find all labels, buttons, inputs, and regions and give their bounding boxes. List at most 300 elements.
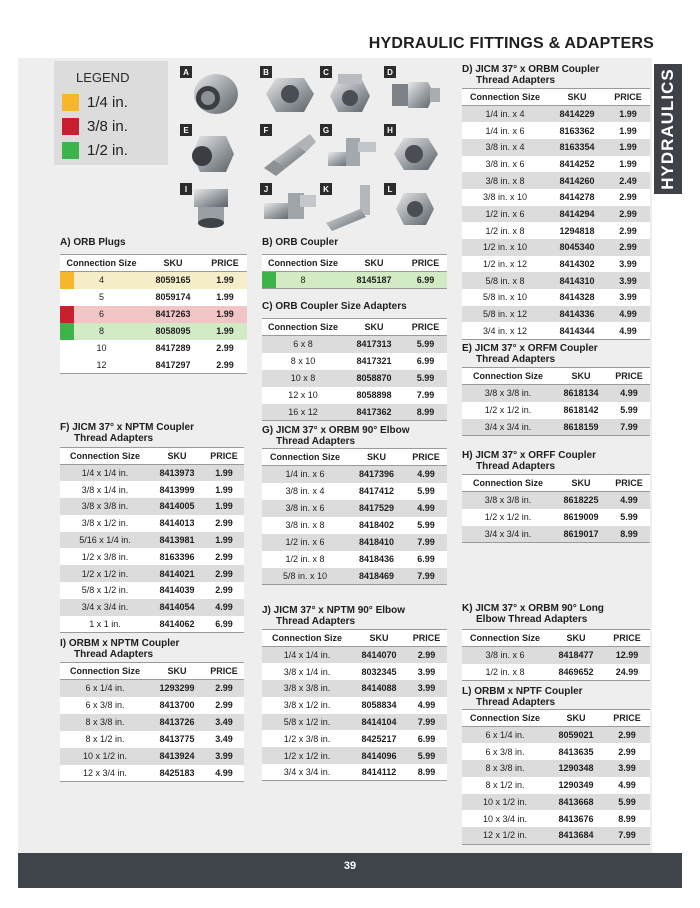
sku-cell: 8417396: [348, 466, 405, 483]
size-cell: 5/8 in. x 10: [262, 568, 348, 585]
row-swatch-red: [60, 306, 74, 323]
sku-cell: 8418410: [348, 534, 405, 551]
size-cell: 1/2 in. x 6: [262, 534, 348, 551]
col-header-connection: Connection Size: [262, 255, 344, 272]
table-row: [462, 139, 650, 156]
price-cell: 2.99: [204, 582, 244, 599]
price-cell: 4.99: [608, 385, 650, 402]
photo-tag-d: D: [384, 66, 396, 78]
size-cell: 12: [60, 357, 143, 374]
col-header-price: PRICE: [405, 449, 447, 466]
table-row: [262, 272, 447, 289]
sku-cell: 8414104: [352, 714, 406, 731]
size-cell: 1/2 in. x 8: [262, 551, 348, 568]
size-cell: 3/8 in. x 8: [262, 517, 348, 534]
table-row: [262, 680, 447, 697]
price-cell: 6.99: [204, 616, 244, 633]
table-orbm-nptm-coupler: [60, 662, 244, 782]
size-cell: 10 x 8: [262, 370, 344, 387]
product-photo-f: [260, 124, 320, 182]
col-header-sku: SKU: [344, 319, 404, 336]
col-header-price: PRICE: [606, 89, 650, 106]
table-row: [462, 402, 650, 419]
product-photo-e: [180, 124, 246, 182]
size-cell: 3/4 x 3/4 in.: [60, 599, 150, 616]
sku-cell: 8413981: [150, 532, 204, 549]
col-header-sku: SKU: [554, 475, 608, 492]
table-row: [262, 466, 447, 483]
size-cell: 3/8 x 3/8 in.: [262, 680, 352, 697]
photo-tag-h: H: [384, 124, 396, 136]
table-row: [60, 498, 244, 515]
sku-cell: 8414252: [548, 156, 606, 173]
price-cell: 8.99: [604, 810, 650, 827]
table-row: [60, 465, 244, 482]
section-title-line: F) JICM 37° x NPTM Coupler: [60, 422, 195, 433]
sku-cell: 8417412: [348, 483, 405, 500]
size-cell: 1/2 in. x 8: [462, 664, 548, 681]
price-cell: 7.99: [405, 568, 447, 585]
table-row: [262, 647, 447, 664]
section-title-line: K) JICM 37° x ORBM 90° Long: [462, 603, 604, 614]
table-orb-plugs: [60, 254, 247, 374]
section-title-h: [462, 450, 596, 472]
section-title-line: Thread Adapters: [476, 697, 556, 708]
price-cell: 1.99: [606, 106, 650, 123]
price-cell: 1.99: [203, 289, 247, 306]
col-header-connection: Connection Size: [462, 475, 554, 492]
col-header-price: PRICE: [406, 630, 447, 647]
sku-cell: 1293299: [150, 680, 204, 697]
size-cell: 12 x 10: [262, 387, 344, 404]
table-row: [60, 532, 244, 549]
sku-cell: 8414260: [548, 172, 606, 189]
size-cell: 5: [60, 289, 143, 306]
sku-cell: 8413635: [548, 743, 604, 760]
size-cell: 8 x 1/2 in.: [60, 731, 150, 748]
size-cell: 3/4 in. x 12: [462, 322, 548, 339]
col-header-connection: Connection Size: [462, 710, 548, 727]
size-value: 8: [98, 326, 104, 336]
size-cell: 10 x 1/2 in.: [60, 748, 150, 765]
size-cell: 6 x 1/4 in.: [462, 727, 548, 744]
section-title-line: H) JICM 37° x ORFF Coupler: [462, 450, 597, 461]
photo-tag-b: B: [260, 66, 272, 78]
price-cell: 1.99: [203, 306, 247, 323]
table-row: [60, 765, 244, 782]
table-row: [462, 289, 650, 306]
table-row: [462, 664, 650, 681]
size-cell: [60, 306, 143, 323]
col-header-connection: Connection Size: [262, 449, 348, 466]
col-header-price: PRICE: [608, 475, 650, 492]
size-cell: 12 x 3/4 in.: [60, 765, 150, 782]
col-header-connection: Connection Size: [60, 448, 150, 465]
section-title-line: I) ORBM x NPTM Coupler: [60, 638, 180, 649]
photo-tag-j: J: [260, 183, 272, 195]
table-row: [262, 336, 447, 353]
price-cell: 3.49: [204, 714, 244, 731]
sku-cell: 1290349: [548, 777, 604, 794]
section-title-g: [262, 425, 409, 447]
section-title-line: L) ORBM x NPTF Coupler: [462, 686, 583, 697]
col-header-price: PRICE: [608, 368, 650, 385]
price-cell: 4.99: [604, 777, 650, 794]
sku-cell: 8414310: [548, 272, 606, 289]
price-cell: 3.99: [606, 289, 650, 306]
table-row: [462, 743, 650, 760]
table-row: [462, 172, 650, 189]
sku-cell: 8418477: [548, 647, 604, 664]
legend-label: 1/2 in.: [87, 141, 128, 159]
sku-cell: 8414039: [150, 582, 204, 599]
sku-cell: 8417321: [344, 353, 404, 370]
price-cell: 2.99: [606, 239, 650, 256]
price-cell: 2.99: [204, 697, 244, 714]
sku-cell: 8413668: [548, 794, 604, 811]
price-cell: 1.99: [204, 481, 244, 498]
sku-cell: 1294818: [548, 222, 606, 239]
product-photo-i: [180, 183, 246, 233]
price-cell: 1.99: [606, 122, 650, 139]
size-cell: 6 x 3/8 in.: [462, 743, 548, 760]
price-cell: 5.99: [404, 370, 447, 387]
size-cell: 1/2 x 1/2 in.: [462, 402, 554, 419]
section-title-j: [262, 605, 405, 627]
product-photo-h: [384, 124, 444, 182]
price-cell: 6.99: [404, 272, 447, 289]
size-cell: 8 x 1/2 in.: [462, 777, 548, 794]
section-title-k: [462, 603, 604, 625]
size-cell: 1/2 in. x 6: [462, 206, 548, 223]
price-cell: 5.99: [404, 336, 447, 353]
size-cell: [60, 272, 143, 289]
table-orbm-nptf-coupler: [462, 709, 650, 845]
size-cell: 3/8 x 1/2 in.: [60, 515, 150, 532]
photo-tag-k: K: [320, 183, 332, 195]
product-photo-c: [320, 66, 380, 122]
sku-cell: 8418402: [348, 517, 405, 534]
sku-cell: 8414229: [548, 106, 606, 123]
price-cell: 3.99: [606, 272, 650, 289]
price-cell: 4.99: [405, 500, 447, 517]
price-cell: 24.99: [604, 664, 650, 681]
sku-cell: 8058095: [143, 323, 203, 340]
size-cell: 3/8 x 1/2 in.: [262, 697, 352, 714]
photo-tag-g: G: [320, 124, 332, 136]
size-cell: 3/8 in. x 6: [462, 647, 548, 664]
table-row: [262, 697, 447, 714]
price-cell: 1.99: [204, 465, 244, 482]
price-cell: 4.99: [406, 697, 447, 714]
price-cell: 2.99: [406, 647, 447, 664]
sku-cell: 8425217: [352, 730, 406, 747]
product-photo-b: [260, 66, 320, 122]
sku-cell: 8414278: [548, 189, 606, 206]
product-photo-g: [320, 124, 380, 182]
table-jicm-nptm-coupler: [60, 447, 244, 633]
size-cell: 3/8 x 3/8 in.: [462, 385, 554, 402]
table-row: [60, 714, 244, 731]
price-cell: 3.99: [606, 256, 650, 273]
table-row: [462, 322, 650, 339]
table-row: [262, 483, 447, 500]
table-row: [462, 647, 650, 664]
section-title-line: E) JICM 37° x ORFM Coupler: [462, 343, 598, 354]
table-row: [462, 385, 650, 402]
size-cell: 3/8 x 3/8 in.: [462, 492, 554, 509]
sku-cell: 8163362: [548, 122, 606, 139]
size-cell: 3/4 x 3/4 in.: [462, 419, 554, 436]
product-photo-j: [260, 183, 320, 233]
photo-tag-f: F: [260, 124, 272, 136]
table-jicm-orff-coupler: [462, 474, 650, 543]
size-cell: 1/2 x 1/2 in.: [262, 747, 352, 764]
col-header-connection: Connection Size: [462, 89, 548, 106]
sku-cell: 8618134: [554, 385, 608, 402]
photo-tag-l: L: [384, 183, 396, 195]
size-cell: [60, 323, 143, 340]
table-row: [262, 764, 447, 781]
size-value: 4: [98, 275, 104, 286]
price-cell: 2.99: [606, 189, 650, 206]
sku-cell: 8469652: [548, 664, 604, 681]
price-cell: 4.99: [608, 492, 650, 509]
price-cell: 6.99: [405, 551, 447, 568]
table-row: [60, 697, 244, 714]
price-cell: 1.99: [204, 532, 244, 549]
sku-cell: 8413684: [548, 827, 604, 844]
sku-cell: 1290348: [548, 760, 604, 777]
price-cell: 5.99: [405, 517, 447, 534]
table-row: [462, 189, 650, 206]
section-title-line: Thread Adapters: [74, 649, 154, 660]
table-row: [462, 256, 650, 273]
size-cell: 1/4 in. x 4: [462, 106, 548, 123]
sku-cell: 8413973: [150, 465, 204, 482]
col-header-connection: Connection Size: [262, 630, 352, 647]
table-row: [462, 106, 650, 123]
table-row: [60, 565, 244, 582]
size-cell: 5/8 in. x 8: [462, 272, 548, 289]
table-row: [462, 794, 650, 811]
col-header-sku: SKU: [150, 448, 204, 465]
photo-tag-e: E: [180, 124, 192, 136]
table-row: [462, 306, 650, 323]
section-title-line: D) JICM 37° x ORBM Coupler: [462, 64, 600, 75]
size-cell: 1/4 x 1/4 in.: [262, 647, 352, 664]
size-cell: 3/4 x 3/4 in.: [262, 764, 352, 781]
price-cell: 5.99: [405, 483, 447, 500]
col-header-sku: SKU: [143, 255, 203, 272]
table-row: [60, 340, 247, 357]
size-cell: 1/4 in. x 6: [262, 466, 348, 483]
table-row: [60, 272, 247, 289]
sku-cell: 8414054: [150, 599, 204, 616]
col-header-sku: SKU: [548, 710, 604, 727]
price-cell: 5.99: [406, 747, 447, 764]
table-row: [462, 222, 650, 239]
table-row: [60, 481, 244, 498]
price-cell: 2.99: [204, 565, 244, 582]
size-cell: 5/8 x 1/2 in.: [60, 582, 150, 599]
col-header-connection: Connection Size: [462, 630, 548, 647]
photo-tag-i: I: [180, 183, 192, 195]
sku-cell: 8414013: [150, 515, 204, 532]
price-cell: 1.99: [606, 156, 650, 173]
table-row: [60, 599, 244, 616]
table-row: [262, 404, 447, 421]
size-cell: 1/2 x 1/2 in.: [462, 509, 554, 526]
size-cell: 3/8 x 1/4 in.: [262, 663, 352, 680]
side-tab-label: HYDRAULICS: [658, 68, 677, 190]
table-row: [462, 760, 650, 777]
size-cell: 5/8 in. x 10: [462, 289, 548, 306]
sku-cell: 8418436: [348, 551, 405, 568]
legend-label: 1/4 in.: [87, 93, 128, 111]
size-cell: 3/8 in. x 4: [462, 139, 548, 156]
sku-cell: 8059174: [143, 289, 203, 306]
product-photo-k: [320, 183, 380, 233]
table-jicm-orbm-long-elbow: [462, 629, 650, 681]
page-number: 39: [343, 860, 357, 872]
price-cell: 1.99: [203, 323, 247, 340]
size-cell: 3/8 x 1/4 in.: [60, 481, 150, 498]
sku-cell: 8418469: [348, 568, 405, 585]
col-header-price: PRICE: [204, 663, 244, 680]
price-cell: 2.99: [604, 743, 650, 760]
col-header-connection: Connection Size: [462, 368, 554, 385]
table-row: [262, 517, 447, 534]
table-row: [462, 492, 650, 509]
col-header-price: PRICE: [404, 255, 447, 272]
size-cell: 3/8 in. x 4: [262, 483, 348, 500]
legend-swatch-green: [62, 142, 79, 159]
table-row: [262, 353, 447, 370]
price-cell: 5.99: [608, 509, 650, 526]
price-cell: 2.99: [606, 206, 650, 223]
size-cell: 10 x 3/4 in.: [462, 810, 548, 827]
sku-cell: 8618159: [554, 419, 608, 436]
size-cell: 6 x 3/8 in.: [60, 697, 150, 714]
col-header-sku: SKU: [554, 368, 608, 385]
price-cell: 2.99: [203, 340, 247, 357]
table-row: [60, 616, 244, 633]
size-cell: 8 x 3/8 in.: [462, 760, 548, 777]
section-title-i: [60, 638, 179, 660]
size-cell: 3/8 in. x 10: [462, 189, 548, 206]
sku-cell: 8417362: [344, 404, 404, 421]
table-row: [60, 548, 244, 565]
table-row: [60, 323, 247, 340]
product-photo-a: [180, 66, 246, 122]
table-row: [262, 370, 447, 387]
legend-title: LEGEND: [76, 70, 130, 85]
photo-tag-c: C: [320, 66, 332, 78]
product-photo-l: [384, 183, 444, 233]
sku-cell: 8413775: [150, 731, 204, 748]
table-jicm-orbm-elbow: [262, 448, 447, 585]
size-cell: 6 x 1/4 in.: [60, 680, 150, 697]
price-cell: 7.99: [405, 534, 447, 551]
col-header-sku: SKU: [150, 663, 204, 680]
size-cell: 5/8 in. x 12: [462, 306, 548, 323]
col-header-sku: SKU: [344, 255, 404, 272]
sku-cell: 8414070: [352, 647, 406, 664]
photo-tag-a: A: [180, 66, 192, 78]
size-cell: 6 x 8: [262, 336, 344, 353]
price-cell: 4.99: [405, 466, 447, 483]
sku-cell: 8414021: [150, 565, 204, 582]
sku-cell: 8619009: [554, 509, 608, 526]
hydraulics-side-tab: [654, 64, 682, 194]
table-row: [262, 500, 447, 517]
price-cell: 3.99: [406, 680, 447, 697]
section-title-line: Thread Adapters: [74, 433, 154, 444]
size-cell: 3/8 in. x 6: [462, 156, 548, 173]
size-cell: 1 x 1 in.: [60, 616, 150, 633]
table-row: [462, 509, 650, 526]
price-cell: 2.99: [204, 548, 244, 565]
table-row: [462, 526, 650, 543]
price-cell: 5.99: [608, 402, 650, 419]
sku-cell: 8414344: [548, 322, 606, 339]
size-value: 6: [98, 309, 104, 319]
section-title-line: J) JICM 37° x NPTM 90° Elbow: [262, 605, 406, 616]
size-cell: 1/4 in. x 6: [462, 122, 548, 139]
size-cell: 1/2 in. x 10: [462, 239, 548, 256]
sku-cell: 8058834: [352, 697, 406, 714]
sku-cell: 8417289: [143, 340, 203, 357]
table-row: [462, 727, 650, 744]
col-header-price: PRICE: [404, 319, 447, 336]
section-title-b: B) ORB Coupler: [262, 237, 339, 248]
size-cell: 5/8 x 1/2 in.: [262, 714, 352, 731]
table-orb-size-adapters: [262, 318, 447, 421]
sku-cell: 8417263: [143, 306, 203, 323]
size-cell: 1/2 x 3/8 in.: [60, 548, 150, 565]
col-header-price: PRICE: [204, 448, 244, 465]
row-swatch-green: [60, 323, 74, 340]
size-cell: [262, 272, 344, 289]
product-photo-d: [384, 66, 444, 122]
table-row: [462, 777, 650, 794]
section-title-line: Thread Adapters: [476, 461, 556, 472]
legend-swatch-red: [62, 118, 79, 135]
sku-cell: 8414088: [352, 680, 406, 697]
table-row: [60, 582, 244, 599]
col-header-price: PRICE: [604, 710, 650, 727]
table-row: [462, 419, 650, 436]
legend-item-three-eighths: [62, 116, 128, 136]
table-jicm-nptm-elbow: [262, 629, 447, 781]
sku-cell: 8618142: [554, 402, 608, 419]
table-row: [60, 748, 244, 765]
sku-cell: 8413726: [150, 714, 204, 731]
col-header-sku: SKU: [352, 630, 406, 647]
table-row: [462, 156, 650, 173]
size-cell: 3/8 in. x 6: [262, 500, 348, 517]
table-jicm-orfm-coupler: [462, 367, 650, 436]
size-cell: 1/2 x 3/8 in.: [262, 730, 352, 747]
table-row: [60, 289, 247, 306]
price-cell: 1.99: [204, 498, 244, 515]
price-cell: 7.99: [608, 419, 650, 436]
sku-cell: 8059165: [143, 272, 203, 289]
price-cell: 2.49: [606, 172, 650, 189]
size-cell: 5/16 x 1/4 in.: [60, 532, 150, 549]
price-cell: 7.99: [406, 714, 447, 731]
